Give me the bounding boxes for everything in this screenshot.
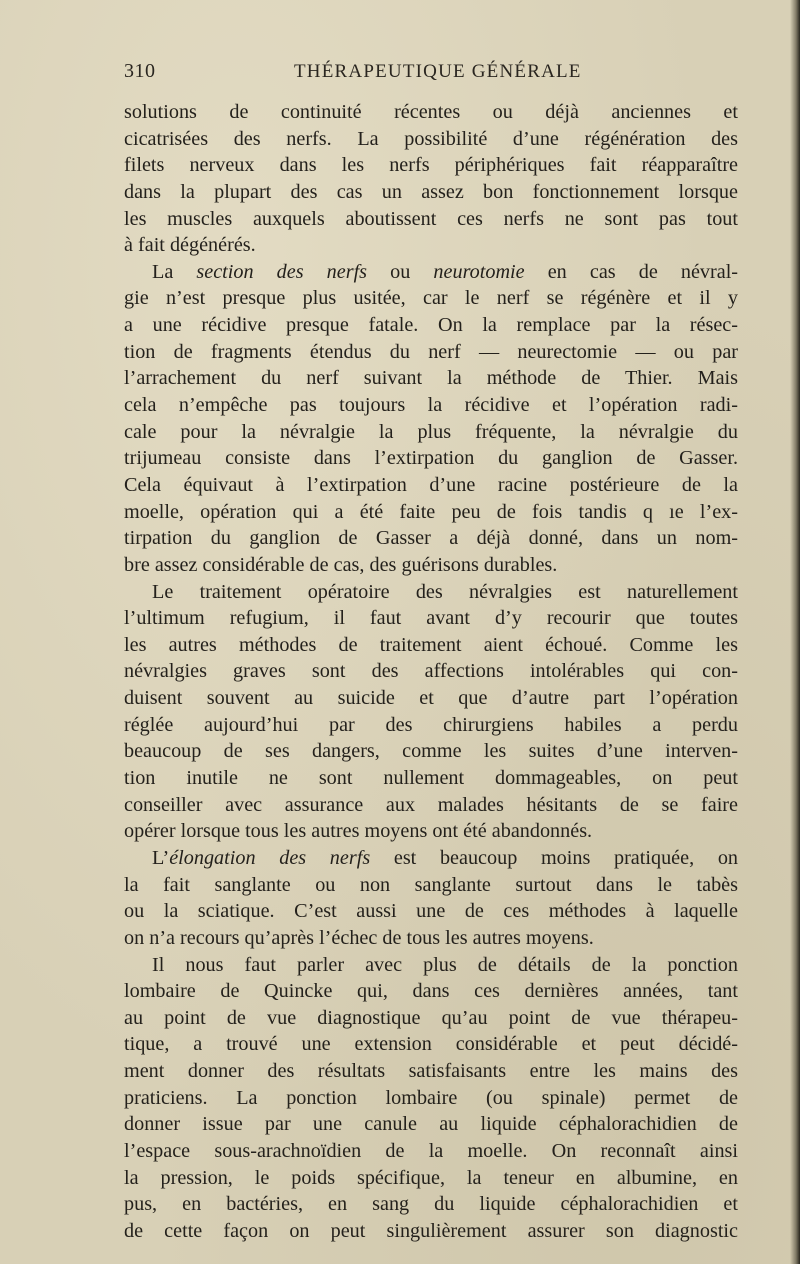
lead-text: est beaucoup moins pratiquée, on [370, 846, 739, 869]
text-line: solutions de continuité récentes ou déjà anciennes et [124, 101, 738, 123]
text-line: tique, a trouvé une extension considérable et peut décidé- [124, 1033, 738, 1056]
running-header [124, 60, 738, 90]
body-text [124, 99, 738, 1245]
italic-term-neurotomie: neurotomie [433, 260, 525, 283]
text-line: a une récidive presque fatale. On la remplace par la résec- [124, 314, 738, 337]
italic-term-section-des-nerfs: section des nerfs [196, 260, 368, 283]
text-line: les muscles auxquels aboutissent ces nerfs ne sont pas tout [124, 207, 738, 230]
running-title: THÉRAPEUTIQUE GÉNÉRALE [294, 61, 582, 82]
lead-text: en cas de névral- [524, 260, 739, 283]
text-line: ou la sciatique. C’est aussi une de ces méthodes à laquelle [124, 900, 738, 923]
lead-text: La [152, 260, 197, 283]
text-line: réglée aujourd’hui par des chirurgiens habiles a perdu [124, 713, 738, 736]
text-line: duisent souvent au suicide et que d’autre part l’opération [124, 687, 738, 710]
text-line: Le traitement opératoire des névralgies est naturellement [152, 580, 738, 603]
text-line: pus, en bactéries, en sang du liquide céphalorachidien et [124, 1193, 738, 1216]
text-line: gie n’est presque plus usitée, car le nerf se régénère et il y [124, 287, 738, 310]
text-line: tion inutile ne sont nullement dommageables, on peut [124, 767, 738, 790]
text-line: de cette façon on peut singulièrement assurer son diagnostic [124, 1219, 738, 1242]
text-line: tion de fragments étendus du nerf — neurectomie — ou par [124, 340, 738, 363]
text-line: Cela équivaut à l’extirpation d’une racine postérieure de la [124, 473, 738, 496]
text-line: cale pour la névralgie la plus fréquente, la névralgie du [124, 420, 738, 443]
text-line: opérer lorsque tous les autres moyens ont été abandonnés. [124, 820, 593, 843]
text-line: conseiller avec assurance aux malades hésitants de se faire [124, 793, 738, 816]
text-line: névralgies graves sont des affections intolérables qui con- [124, 660, 738, 683]
text-line: filets nerveux dans les nerfs périphériques fait réapparaître [124, 154, 738, 177]
text-line: moelle, opération qui a été faite peu de fois tandis q ıe l’ex- [124, 500, 738, 523]
text-line: Il nous faut parler avec plus de détails de la ponction [152, 953, 738, 976]
page-number: 310 [124, 60, 156, 82]
text-line: tirpation du ganglion de Gasser a déjà donné, dans un nom- [124, 527, 738, 550]
text-line: trijumeau consiste dans l’extirpation du ganglion de Gasser. [124, 447, 738, 470]
paragraph-lead-line [124, 845, 738, 872]
text-line: l’espace sous-arachnoïdien de la moelle. On reconnaît ainsi [124, 1139, 738, 1162]
text-line: les autres méthodes de traitement aient échoué. Comme les [124, 633, 738, 656]
italic-term-elongation-des-nerfs: élongation des nerfs [169, 846, 371, 869]
text-line: bre assez considérable de cas, des guérisons durables. [124, 553, 558, 576]
text-line: l’ultimum refugium, il faut avant d’y recourir que toutes [124, 607, 738, 630]
text-line: au point de vue diagnostique qu’au point de vue thérapeu- [124, 1006, 738, 1029]
text-line: la fait sanglante ou non sanglante surtout dans le tabès [124, 873, 738, 896]
text-line: cicatrisées des nerfs. La possibilité d’une régénération des [124, 127, 738, 150]
text-line: cela n’empêche pas toujours la récidive et l’opération radi- [124, 394, 738, 417]
text-line: ment donner des résultats satisfaisants entre les mains des [124, 1060, 738, 1083]
text-line: à fait dégénérés. [124, 234, 256, 257]
text-line: la pression, le poids spécifique, la teneur en albumine, en [124, 1166, 738, 1189]
text-line: donner issue par une canule au liquide céphalorachidien de [124, 1113, 738, 1136]
text-line: lombaire de Quincke qui, dans ces dernières années, tant [124, 980, 738, 1003]
text-line: dans la plupart des cas un assez bon fonctionnement lorsque [124, 180, 738, 203]
lead-text: ou [367, 260, 434, 283]
paragraph-lead-line [124, 259, 738, 286]
text-line: on n’a recours qu’après l’échec de tous les autres moyens. [124, 926, 594, 949]
lead-text: L’ [152, 846, 170, 869]
text-line: l’arrachement du nerf suivant la méthode de Thier. Mais [124, 367, 738, 390]
text-line: praticiens. La ponction lombaire (ou spinale) permet de [124, 1086, 738, 1109]
page-edge-shadow [790, 0, 800, 1264]
text-line: beaucoup de ses dangers, comme les suites d’une interven- [124, 740, 738, 763]
